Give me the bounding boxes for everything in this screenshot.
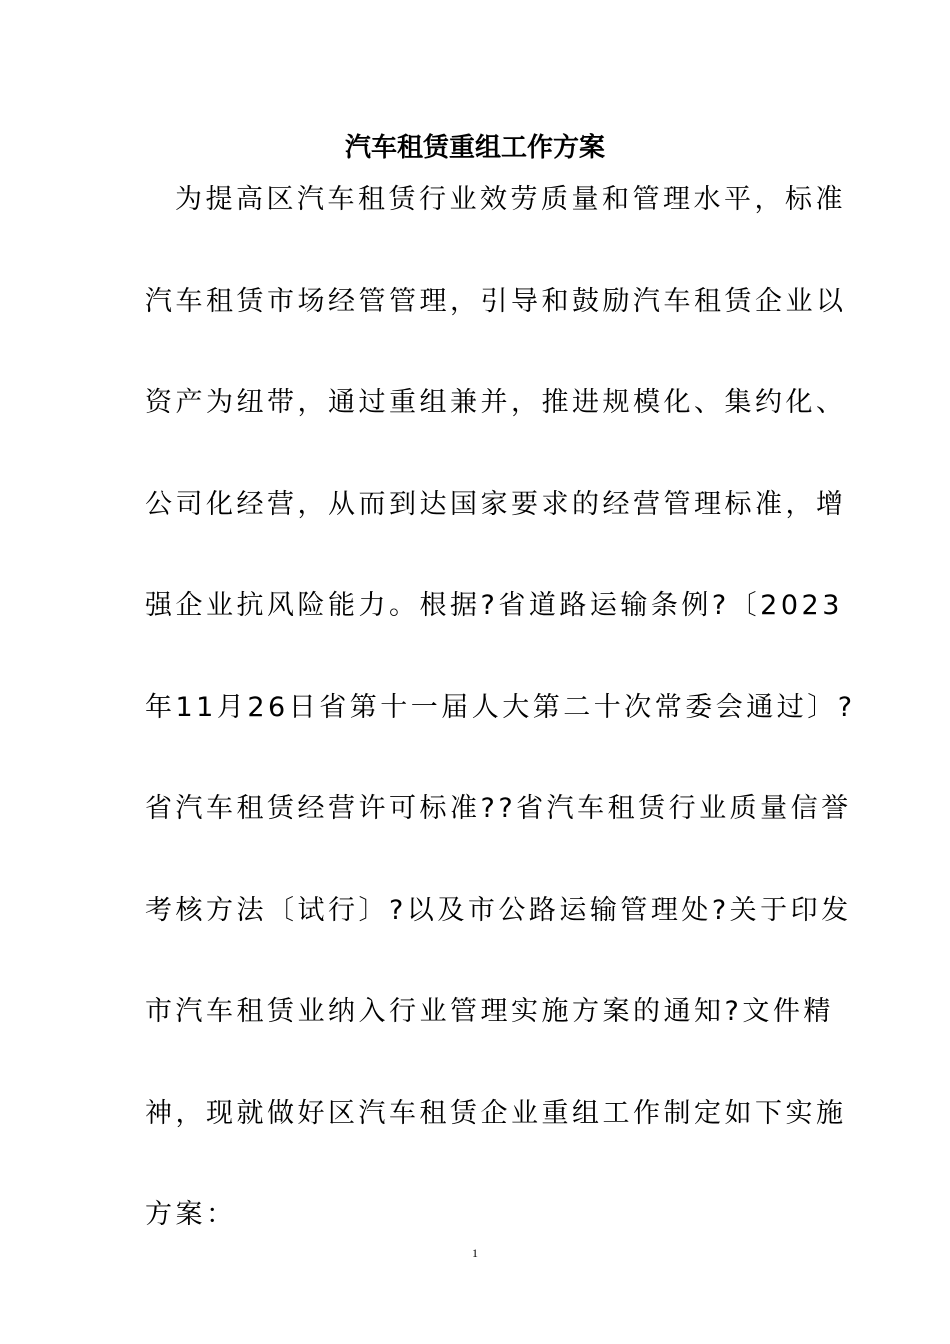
document-title: 汽车租赁重组工作方案 — [344, 133, 605, 163]
body-line: 为提高区汽车租赁行业效劳质量和管理水平，标准 — [175, 184, 846, 215]
body-line: 方案： — [145, 1199, 237, 1230]
body-line: 公司化经营，从而到达国家要求的经营管理标准，增 — [145, 488, 847, 520]
page-number: 1 — [472, 1246, 478, 1260]
body-line: 神，现就做好区汽车租赁企业重组工作制定如下实施 — [145, 1097, 847, 1129]
body-line: 考核方法〔试行〕?以及市公路运输管理处?关于印发 — [145, 894, 852, 926]
body-line: 资产为纽带，通过重组兼并，推进规模化、集约化、 — [145, 387, 847, 418]
body-line: 省汽车租赁经营许可标准??省汽车租赁行业质量信誉 — [145, 793, 852, 824]
body-line: 年11月26日省第十一届人大第二十次常委会通过〕? — [145, 691, 856, 723]
body-line: 汽车租赁市场经管管理，引导和鼓励汽车租赁企业以 — [145, 285, 847, 317]
body-line: 市汽车租赁业纳入行业管理实施方案的通知?文件精 — [145, 996, 834, 1027]
document-body — [145, 176, 856, 1293]
body-line: 强企业抗风险能力。根据?省道路运输条例?〔2023 — [145, 590, 843, 621]
